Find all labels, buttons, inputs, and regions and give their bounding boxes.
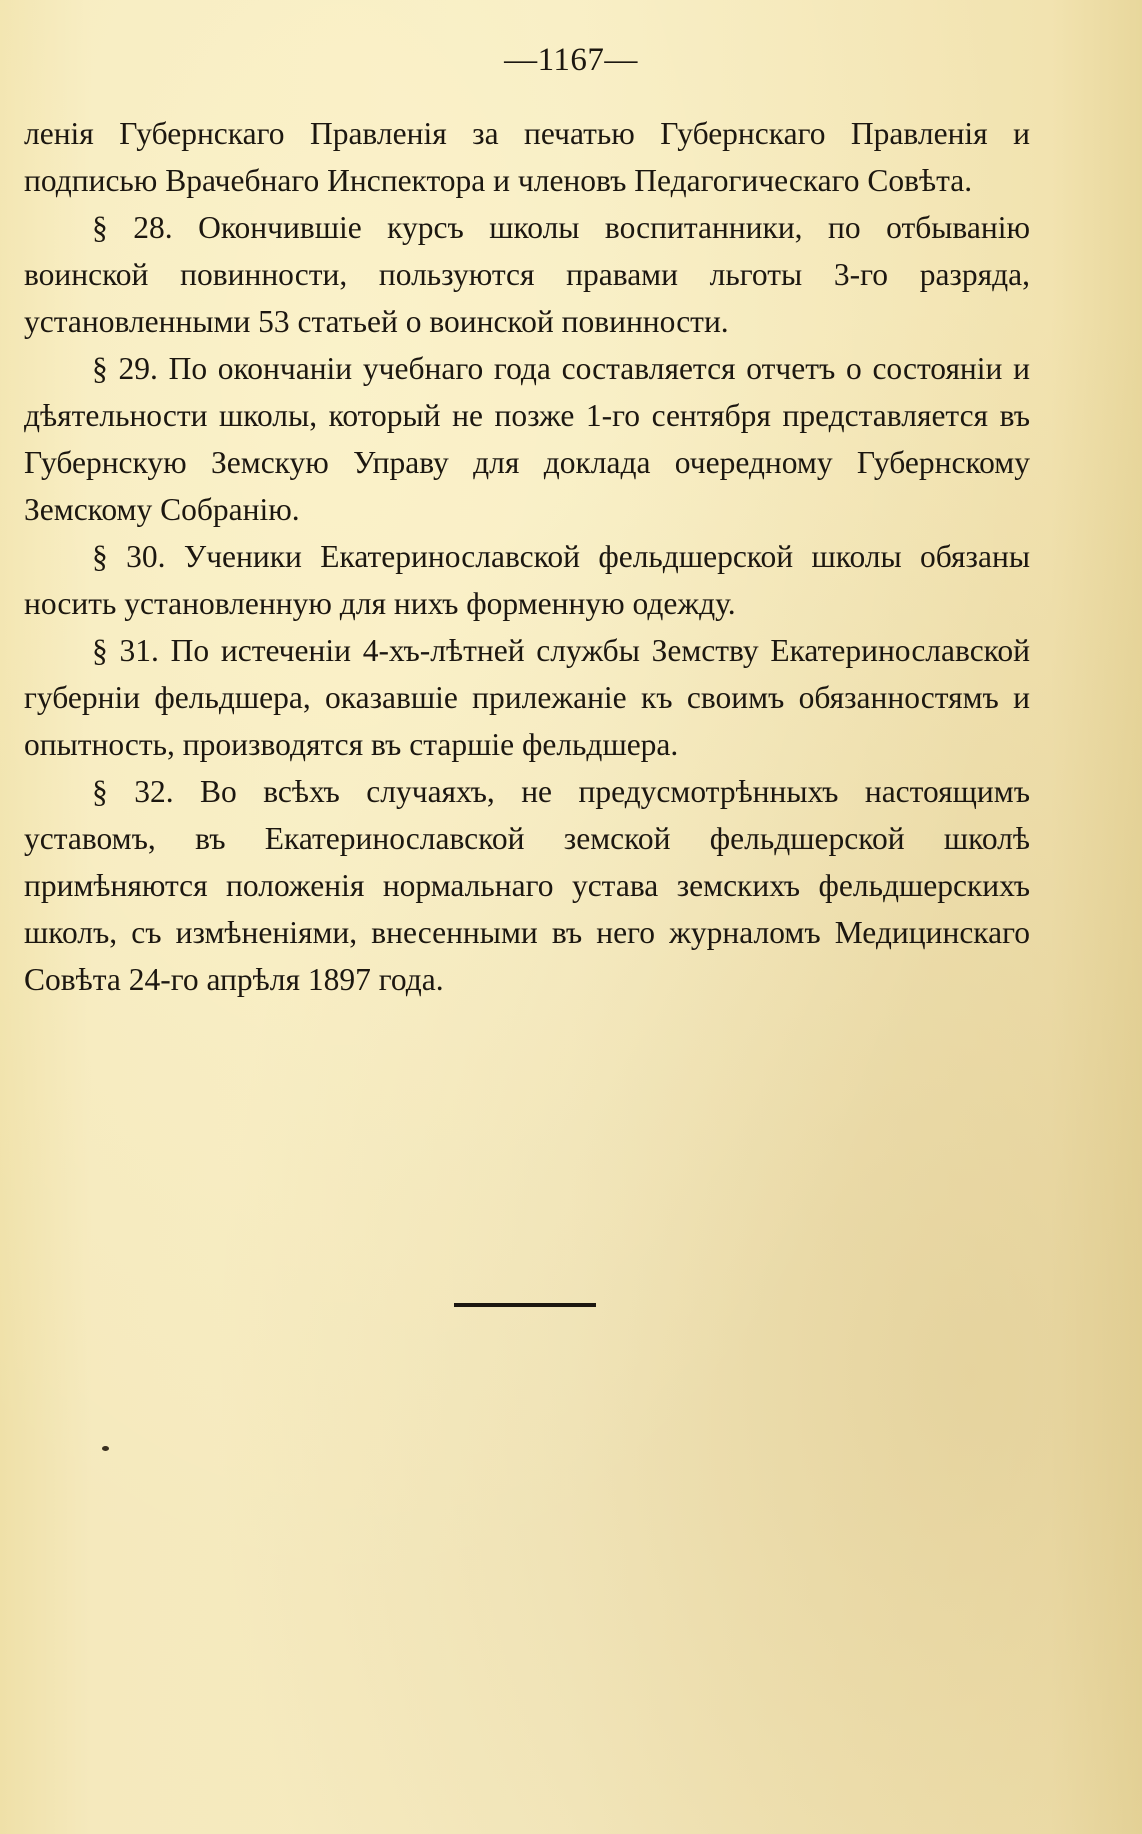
- ink-speck: [102, 1446, 109, 1451]
- paragraph-section-31: § 31. По истеченіи 4-хъ-лѣтней службы Земству Екатеринославской губерніи фельдшера, оказавшіе прилежаніе къ своимъ обязанностямъ и опытность, производятся въ старшіе фельдшера.: [24, 633, 1030, 762]
- end-rule-divider: [454, 1303, 596, 1307]
- paragraph-section-30: § 30. Ученики Екатеринославской фельдшерской школы обязаны носить установленную для нихъ форменную одежду.: [24, 539, 1030, 621]
- paragraph-section-32: § 32. Во всѣхъ случаяхъ, не предусмотрѣнныхъ настоящимъ уставомъ, въ Екатеринославской земской фельдшерской школѣ примѣняются положенія нормальнаго устава земскихъ фельдшерскихъ школъ, съ измѣненіями, внесенными въ него журналомъ Медицинскаго Совѣта 24-го апрѣля 1897 года.: [24, 774, 1030, 997]
- paragraph-section-29: § 29. По окончаніи учебнаго года составляется отчетъ о состояніи и дѣятельности школы, который не позже 1-го сентября представляется въ Губернскую Земскую Управу для доклада очередному Губернскому Земскому Собранію.: [24, 351, 1030, 527]
- paragraph-continuation: ленія Губернскаго Правленія за печатью Губернскаго Правленія и подписью Врачебнаго Инспектора и членовъ Педагогическаго Совѣта.: [24, 116, 1030, 198]
- paragraph-section-28: § 28. Окончившіе курсъ школы воспитанники, по отбыванію воинской повинности, пользуются правами льготы 3-го разряда, установленными 53 статьей о воинской повинности.: [24, 210, 1030, 339]
- body-text: [24, 110, 1030, 1003]
- page-number: —1167—: [504, 42, 638, 78]
